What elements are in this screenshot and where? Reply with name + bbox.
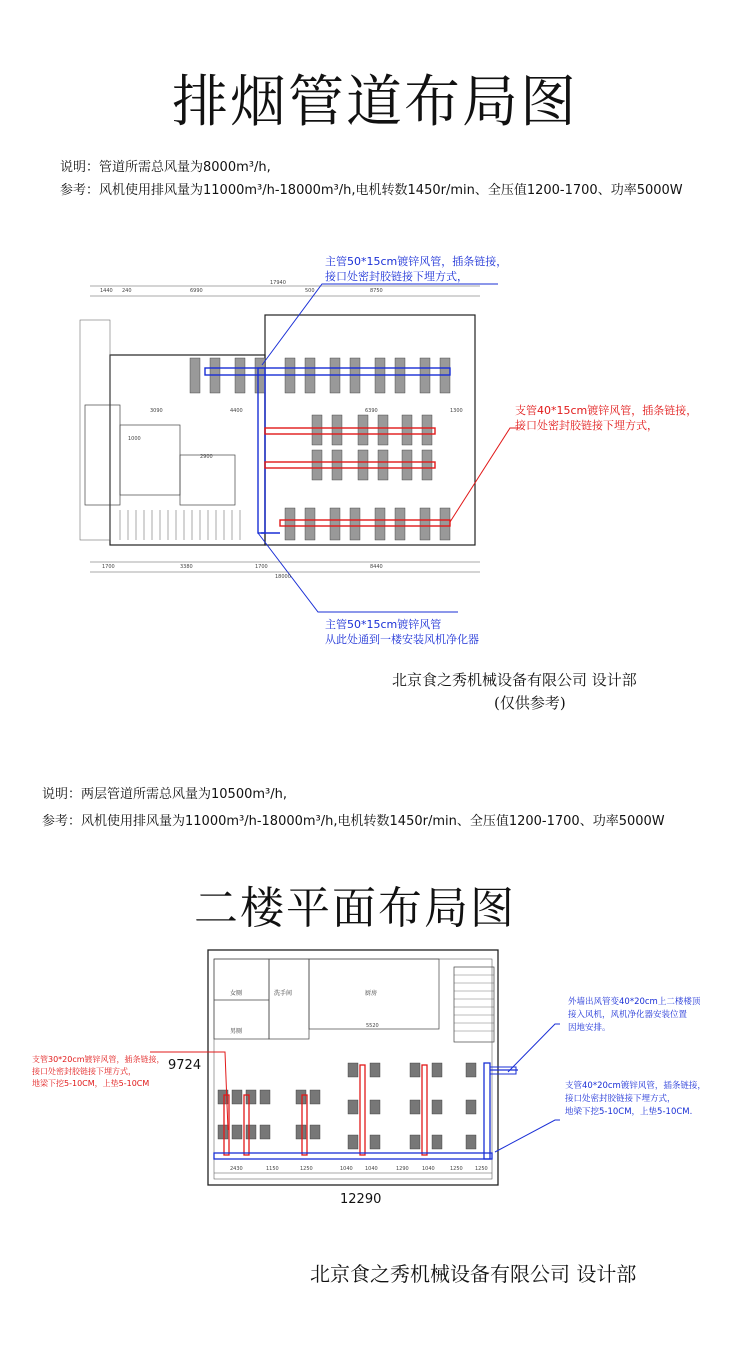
callout-plan2-right-top: 外墙出风管变40*20cm上二楼楼顶 接入风机，风机净化器安装位置 因地安排。 (568, 997, 701, 1033)
dim-bottom-5: 8440 (370, 564, 383, 570)
dim-bottom-3: 1700 (255, 564, 268, 570)
callout-main-duct-bottom: 主管50*15cm镀锌风管 从此处通到一楼安装风机净化器 (325, 618, 479, 646)
p2-dim-2: 1150 (266, 1166, 279, 1172)
room-dim-5: 2900 (200, 454, 213, 460)
note2-reference: 参考：风机使用排风量为11000m³/h-18000m³/h,电机转数1450r/min、全压值1200-1700、功率5000W (42, 814, 665, 829)
callout-plan2-left: 支管30*20cm镀锌风管，插条链接， 接口处密封胶链接下埋方式， 地梁下挖5-10CM，上垫5-10CM (32, 1055, 165, 1088)
second-floor-title: 二楼平面布局图 (194, 883, 516, 934)
dim-top-6: 8750 (370, 288, 383, 294)
room-dim-6: 1000 (128, 436, 141, 442)
note-description: 说明：管道所需总风量为8000m³/h, (60, 160, 271, 175)
room-women-label: 女厕 (230, 990, 243, 997)
dim-bottom-1: 1700 (102, 564, 115, 570)
dim-top-2: 240 (122, 288, 132, 294)
page-title: 排烟管道布局图 (172, 70, 578, 135)
dim-top-5: 500 (305, 288, 315, 294)
p2-dim-8: 1250 (450, 1166, 463, 1172)
side-dimension: 9724 (168, 1058, 202, 1073)
callout-branch-duct: 支管40*15cm镀锌风管，插条链接， 接口处密封胶链接下埋方式， (515, 404, 698, 432)
bottom-dimension: 12290 (340, 1192, 382, 1207)
dim-top-3: 6990 (190, 288, 203, 294)
note2-description: 说明：两层管道所需总风量为10500m³/h, (42, 787, 287, 802)
room-dim-4: 1300 (450, 408, 463, 414)
p2-dim-5: 1040 (365, 1166, 378, 1172)
room-wash-label: 洗手间 (274, 990, 293, 997)
room-dim-3: 6390 (365, 408, 378, 414)
room-men-label: 男厕 (230, 1028, 243, 1035)
first-floor-plan (40, 240, 720, 660)
p2-dim-1: 2430 (230, 1166, 243, 1172)
note-reference: 参考：风机使用排风量为11000m³/h-18000m³/h,电机转数1450r/min、全压值1200-1700、功率5000W (60, 183, 683, 198)
dim-bottom-2: 3380 (180, 564, 193, 570)
company-note: (仅供参考) (494, 694, 566, 712)
company-name-2: 北京食之秀机械设备有限公司 设计部 (310, 1262, 637, 1286)
room-dim-2: 4400 (230, 408, 243, 414)
p2-dim-9: 1250 (475, 1166, 488, 1172)
p2-dim-4: 1040 (340, 1166, 353, 1172)
p2-dim-3: 1250 (300, 1166, 313, 1172)
dim-bottom-4: 18000 (275, 574, 291, 580)
company-name: 北京食之秀机械设备有限公司 设计部 (392, 671, 637, 689)
dim-top-1: 1440 (100, 288, 113, 294)
p2-dim-6: 1290 (396, 1166, 409, 1172)
p2-dim-7: 1040 (422, 1166, 435, 1172)
callout-main-duct-top: 主管50*15cm镀锌风管，插条链接， 接口处密封胶链接下埋方式， (325, 255, 508, 283)
callout-plan2-right-bottom: 支管40*20cm镀锌风管，插条链接， 接口处密封胶链接下埋方式， 地梁下挖5-10CM，上垫5-10CM. (565, 1081, 706, 1117)
p2-dim-kitchen: 5520 (366, 1023, 379, 1029)
room-kitchen-label: 厨房 (365, 990, 378, 997)
room-dim-1: 3090 (150, 408, 163, 414)
dim-top-4: 17940 (270, 280, 286, 286)
